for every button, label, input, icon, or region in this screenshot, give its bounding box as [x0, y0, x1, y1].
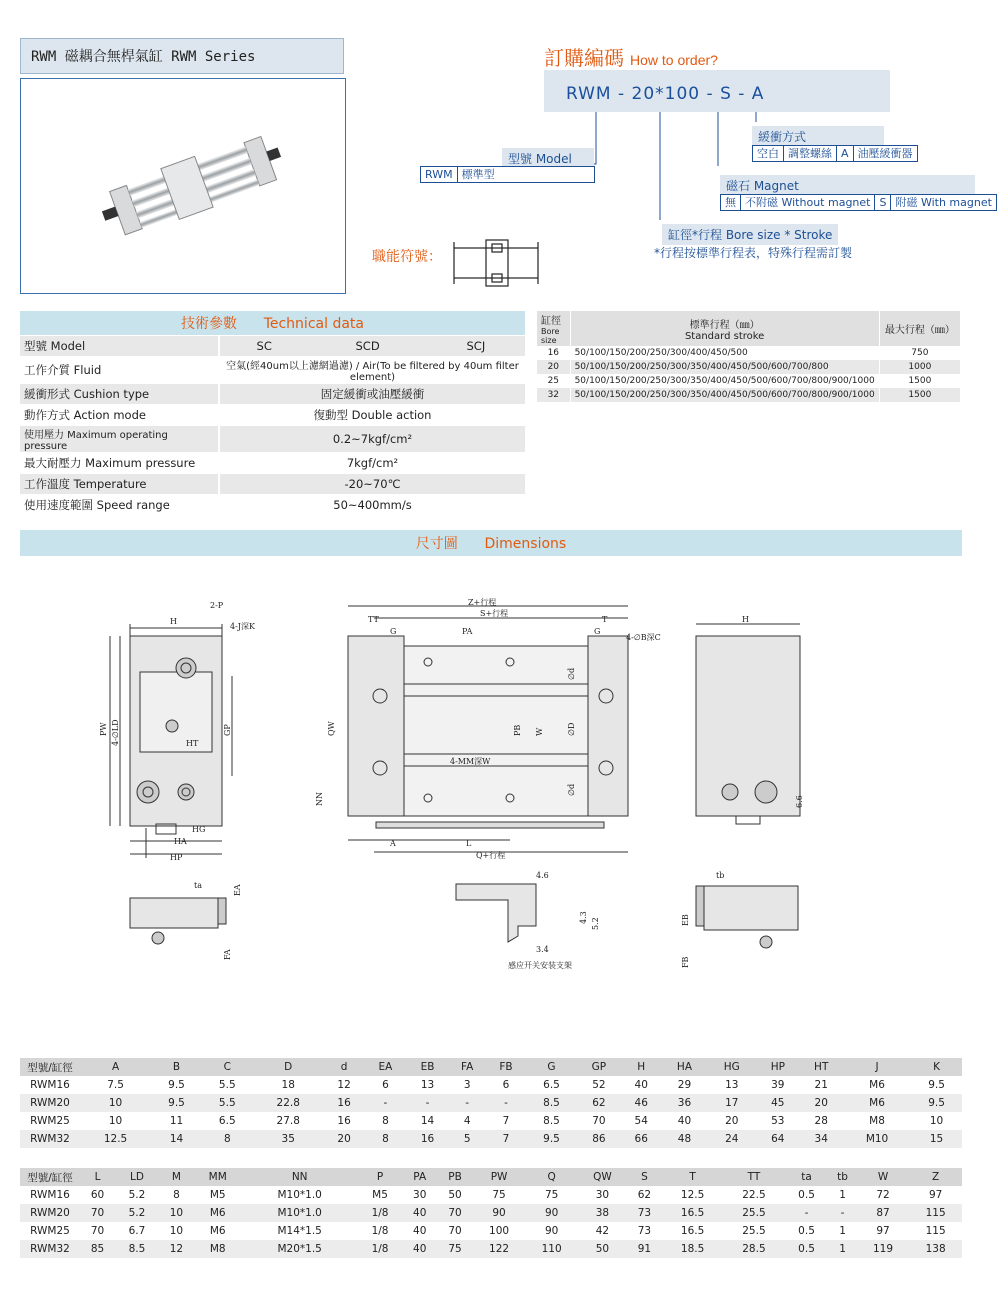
dim-table-row: RWM20 70 5.2 10 M6 M10*1.0 1/8 40 70 90 90 38 73 16.5 25.5 - - 87 115	[20, 1204, 962, 1222]
svg-text:W: W	[535, 727, 544, 736]
svg-text:4-J深K: 4-J深K	[230, 622, 255, 631]
cushion-options	[752, 145, 918, 162]
stroke-row: 25 50/100/150/200/250/300/350/400/450/500/600/700/800/900/1000 1500	[537, 374, 961, 388]
left-end-view	[110, 624, 232, 858]
svg-text:PB: PB	[513, 724, 522, 736]
cushion-opt-screw: 調整螺絲	[784, 146, 837, 161]
svg-text:EB: EB	[681, 914, 690, 926]
svg-text:4-∅B深C: 4-∅B深C	[626, 633, 661, 642]
dim-table-row: RWM20 10 9.5 5.5 22.8 16 - - - - 8.5 62 46 36 17 45 20 M6 9.5	[20, 1094, 962, 1112]
svg-text:TT: TT	[368, 615, 379, 624]
bottom-detail-views	[130, 884, 798, 948]
svg-text:PA: PA	[462, 627, 473, 636]
svg-text:HA: HA	[174, 837, 187, 846]
cushion-opt-a: A	[837, 146, 854, 161]
bore-stroke-label: 缸徑*行程 Bore size * Stroke	[662, 224, 838, 245]
svg-text:5.2: 5.2	[591, 917, 600, 930]
product-photo	[20, 78, 346, 294]
tech-row: 緩衝形式 Cushion type 固定緩衝或油壓緩衝	[20, 384, 525, 405]
dim-table-row: RWM32 85 8.5 12 M8 M20*1.5 1/8 40 75 122 110 50 91 18.5 28.5 0.5 1 119 138	[20, 1240, 962, 1258]
magnet-opt-none: 無	[721, 195, 741, 210]
stroke-h-bore: 缸徑 Bore size	[537, 311, 570, 346]
dimensions-title: 尺寸圖 Dimensions	[20, 530, 962, 556]
model-opt-standard: 標準型	[461, 168, 495, 181]
cushion-opt-blank: 空白	[753, 146, 784, 161]
svg-text:GP: GP	[223, 724, 232, 736]
dimension-drawings	[90, 596, 810, 976]
svg-text:ta: ta	[194, 881, 202, 890]
svg-text:S+行程: S+行程	[480, 609, 509, 618]
model-opt-rwm: RWM	[421, 167, 458, 182]
technical-data-table	[20, 311, 525, 516]
dim-table-header: 型號/缸徑 A B C D d EA EB FA FB G GP H HA HG HP HT J K	[20, 1058, 962, 1076]
magnet-options	[720, 194, 997, 211]
svg-text:Z+行程: Z+行程	[468, 598, 497, 607]
dim-table-row: RWM16 7.5 9.5 5.5 18 12 6 13 3 6 6.5 52 40 29 13 39 21 M6 9.5	[20, 1076, 962, 1094]
page-title: RWM 磁耦合無桿氣缸 RWM Series	[20, 38, 344, 74]
svg-text:∅d: ∅d	[567, 667, 576, 680]
stroke-row: 20 50/100/150/200/250/300/350/400/450/500/600/700/800 1000	[537, 360, 961, 374]
svg-text:G: G	[594, 627, 601, 636]
svg-text:A: A	[390, 839, 396, 848]
front-view	[348, 606, 628, 852]
tech-row: 工作溫度 Temperature -20~70℃	[20, 474, 525, 495]
dim-table-row: RWM25 70 6.7 10 M6 M14*1.5 1/8 40 70 100 90 42 73 16.5 25.5 0.5 1 97 115	[20, 1222, 962, 1240]
rodless-cylinder-image	[21, 79, 345, 293]
dim-table-row: RWM25 10 11 6.5 27.8 16 8 14 4 7 8.5 70 54 40 20 53 28 M8 10	[20, 1112, 962, 1130]
dimension-table-2	[20, 1168, 962, 1258]
order-title	[544, 42, 718, 71]
model-options	[420, 166, 595, 183]
svg-text:∅D: ∅D	[567, 722, 576, 736]
svg-text:∅d: ∅d	[567, 783, 576, 796]
svg-text:PW: PW	[99, 722, 108, 736]
cushion-label: 緩衝方式	[752, 126, 884, 147]
magnet-label: 磁石 Magnet	[720, 175, 975, 196]
svg-text:4.6: 4.6	[536, 871, 549, 880]
tech-row: 工作介質 Fluid 空氣(經40um以上濾網過濾) / Air(To be filtered by 40um filter element)	[20, 357, 525, 384]
tech-row: 動作方式 Action mode 復動型 Double action	[20, 405, 525, 426]
stroke-row: 16 50/100/150/200/250/300/400/450/500 750	[537, 346, 961, 360]
dim-table-header: 型號/缸徑 L LD M MM NN P PA PB PW Q QW S T TT ta tb W Z	[20, 1168, 962, 1186]
svg-text:QW: QW	[327, 721, 336, 736]
svg-text:tb: tb	[716, 871, 725, 880]
svg-text:4-MM深W: 4-MM深W	[450, 757, 491, 766]
magnet-opt-s: S	[875, 195, 891, 210]
cushion-opt-absorber: 油壓緩衝器	[857, 147, 913, 160]
magnet-opt-with: 附磁 With magnet	[895, 196, 992, 209]
tech-row: 型號 Model SC SCD SCJ	[20, 336, 525, 357]
svg-text:4.3: 4.3	[579, 911, 588, 924]
svg-text:NN: NN	[315, 792, 324, 806]
svg-text:EA: EA	[233, 884, 242, 896]
svg-text:6.6: 6.6	[795, 795, 804, 808]
order-title-cn: 訂購編碼	[544, 46, 624, 70]
tech-title: 技術參數 Technical data	[20, 311, 525, 336]
svg-text:HP: HP	[170, 853, 183, 862]
bore-stroke-note: *行程按標準行程表，特殊行程需訂製	[654, 246, 853, 260]
svg-text:T: T	[602, 615, 608, 624]
stroke-row: 32 50/100/150/200/250/300/350/400/450/500/600/700/800/900/1000 1500	[537, 388, 961, 402]
tech-row: 使用速度範圍 Speed range 50~400mm/s	[20, 495, 525, 516]
order-code: RWM - 20*100 - S - A	[544, 70, 890, 112]
order-title-en: How to order?	[630, 52, 718, 68]
svg-text:HG: HG	[192, 825, 206, 834]
stroke-table	[537, 311, 961, 402]
tech-row: 使用壓力 Maximum operating pressure 0.2~7kgf/cm²	[20, 426, 525, 453]
svg-text:感应开关安装支架: 感应开关安装支架	[508, 961, 572, 970]
svg-text:H: H	[742, 615, 749, 624]
svg-text:HT: HT	[186, 739, 199, 748]
right-end-view	[696, 624, 800, 824]
svg-text:2-P: 2-P	[210, 601, 224, 610]
svg-text:4-∅LD: 4-∅LD	[111, 719, 120, 746]
svg-text:FB: FB	[681, 956, 690, 968]
dim-table-row: RWM32 12.5 14 8 35 20 8 16 5 7 9.5 86 66 48 24 64 34 M10 15	[20, 1130, 962, 1148]
pneumatic-symbol	[450, 236, 548, 290]
svg-text:L: L	[466, 839, 472, 848]
tech-row: 最大耐壓力 Maximum pressure 7kgf/cm²	[20, 453, 525, 474]
stroke-h-max: 最大行程（㎜）	[879, 311, 960, 346]
svg-text:FA: FA	[223, 949, 232, 960]
dimension-table-1	[20, 1058, 962, 1148]
symbol-label: 職能符號：	[372, 249, 442, 265]
svg-text:G: G	[390, 627, 397, 636]
svg-text:H: H	[170, 617, 177, 626]
svg-text:3.4: 3.4	[536, 945, 549, 954]
dim-table-row: RWM16 60 5.2 8 M5 M10*1.0 M5 30 50 75 75 30 62 12.5 22.5 0.5 1 72 97	[20, 1186, 962, 1204]
stroke-h-std: 標準行程（㎜） Standard stroke	[570, 311, 879, 346]
svg-text:Q+行程: Q+行程	[476, 851, 506, 860]
magnet-opt-without: 不附磁 Without magnet	[741, 195, 875, 210]
model-label: 型號 Model	[502, 148, 594, 169]
